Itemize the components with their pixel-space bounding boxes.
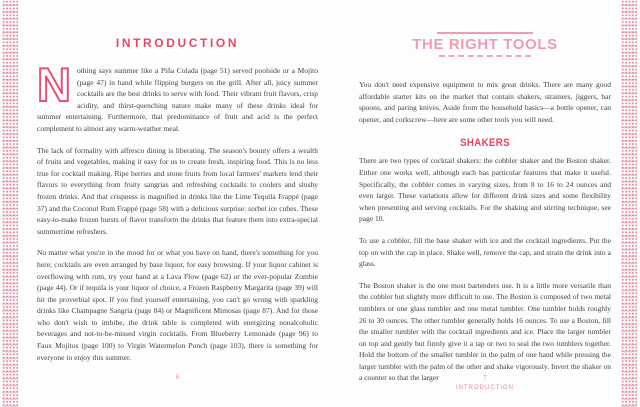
dotted-border-left (2, 0, 18, 407)
left-page-body (37, 58, 318, 363)
right-page-number: 7 (483, 374, 487, 382)
chapter-title: THE RIGHT TOOLS (412, 36, 558, 53)
left-page-number: 6 (175, 373, 180, 381)
shakers-paragraph-2: To use a cobbler, fill the base shaker with ice and the cocktail ingredients. Put the top on with the cap in place. Shake well, remove the cap, and strain the drink into a glass. (359, 235, 611, 269)
running-footer-label: INTRODUCTION (456, 385, 514, 391)
chapter-title-block (359, 32, 611, 57)
paragraph-2: The lack of formality with alfresco dining is liberating. The season's bounty offers a wealth of fruits and vegetables, making it easy for us to create fresh, inspiring food. This is no less true for cocktail making. Ripe berries and stone fruits from local farmers' markets lend their flavors to everything from fruity sangrias and refreshing cocktails to coolers and slushy frozen drinks. And that crispness is magnified in drinks like the Lime Tequila Frappé (page 37) and the Coconut Rum Frappé (page 58) with a delicious surprise: sorbet ice cubes. These easy-to-make frozen bursts of flavor transform the drinks that feature them into extra-special summertime refreshers. (37, 145, 318, 236)
page-title-introduction: INTRODUCTION (115, 36, 240, 50)
shakers-paragraph-3: The Boston shaker is the one most bartenders use. It is a little more versatile than the cobbler but slightly more difficult to use. The Boston is composed of two metal tumblers or one glass tumbler and one metal tumbler. One tumbler holds roughly 26 to 30 ounces. The other tumbler generally holds 16 ounces. To use a Boston, fill the smaller tumbler with the cocktail ingredients and ice. Place the larger tumbler on top and gently but firmly give it a tap or two to seal the two tumblers together. Hold the bottom of the smaller tumbler in the palm of one hand while pressing the larger tumbler with the palm of the other and shake vigorously. Invert the shaker on a counter so that the larger (359, 280, 611, 383)
section-heading-shakers: SHAKERS (460, 137, 510, 150)
title-rule-top (437, 32, 533, 34)
right-page-footer (359, 374, 611, 391)
paragraph-3: No matter what you're in the mood for or what you have on hand, there's something for you here; cocktails are even arranged by base liquor, for easy browsing. If your liquor cabinet is overflowing with rum, try your hand at a Lava Flow (page 62) or the ever-popular Zombie (page 44). Or if tequila is your liquor of choice, a Frozen Raspberry Margarita (page 39) will hit the proverbial spot. If you find yourself entertaining, you can't go wrong with sparkling drinks like Champagne Sangria (page 84) or Magnificent Mimosas (page 87). And for those who don't wish to imbibe, the drink table is completed with energizing nonalcoholic beverages and not-to-be-missed virgin cocktails. From Blueberry Lemonade (page 96) to Faux Mojitos (page 100) to Virgin Watermelon Punch (page 103), there is something for everyone to enjoy this summer. (37, 248, 318, 362)
drop-cap-letter: N (37, 58, 71, 111)
right-page (359, 26, 611, 407)
left-page (37, 30, 318, 407)
paragraph-1 (37, 58, 318, 135)
right-page-body (359, 155, 611, 384)
paragraph-1-text: othing says summer like a Piña Colada (page 51) served poolside or a Mojito (page 47) in hand while flipping burgers on the grill. After all, juicy summer cocktails are the best drinks to serve with food. Their vibrant fruit flavors, crisp acidity, and thirst-quenching nature make many of these drinks ideal for summer entertaining. Furthermore, that predominance of fruit and acid is the perfect complement to almost any warm-weather meal. (37, 66, 318, 133)
title-rule-bottom (439, 55, 531, 57)
tools-intro-paragraph: You don't need expensive equipment to mix great drinks. There are many good affordable starter kits on the market that contain shakers, strainers, jiggers, bar spoons, and paring knives. Aside from the household basics—a bottle opener, can opener, and corkscrew—here are some other tools you will need. (359, 80, 611, 124)
shakers-paragraph-1: There are two types of cocktail shakers: the cobbler shaker and the Boston shaker. Either one works well, although each has particular features that make it useful. Specifically, the cobbler comes in varying sizes, from 8 to 16 to 24 ounces and even larger. These variations allow for different drink sizes and some flexibility when presenting and serving cocktails. For the shaking and stirring technique, see page 10. (359, 156, 611, 224)
dotted-border-right (621, 0, 637, 407)
